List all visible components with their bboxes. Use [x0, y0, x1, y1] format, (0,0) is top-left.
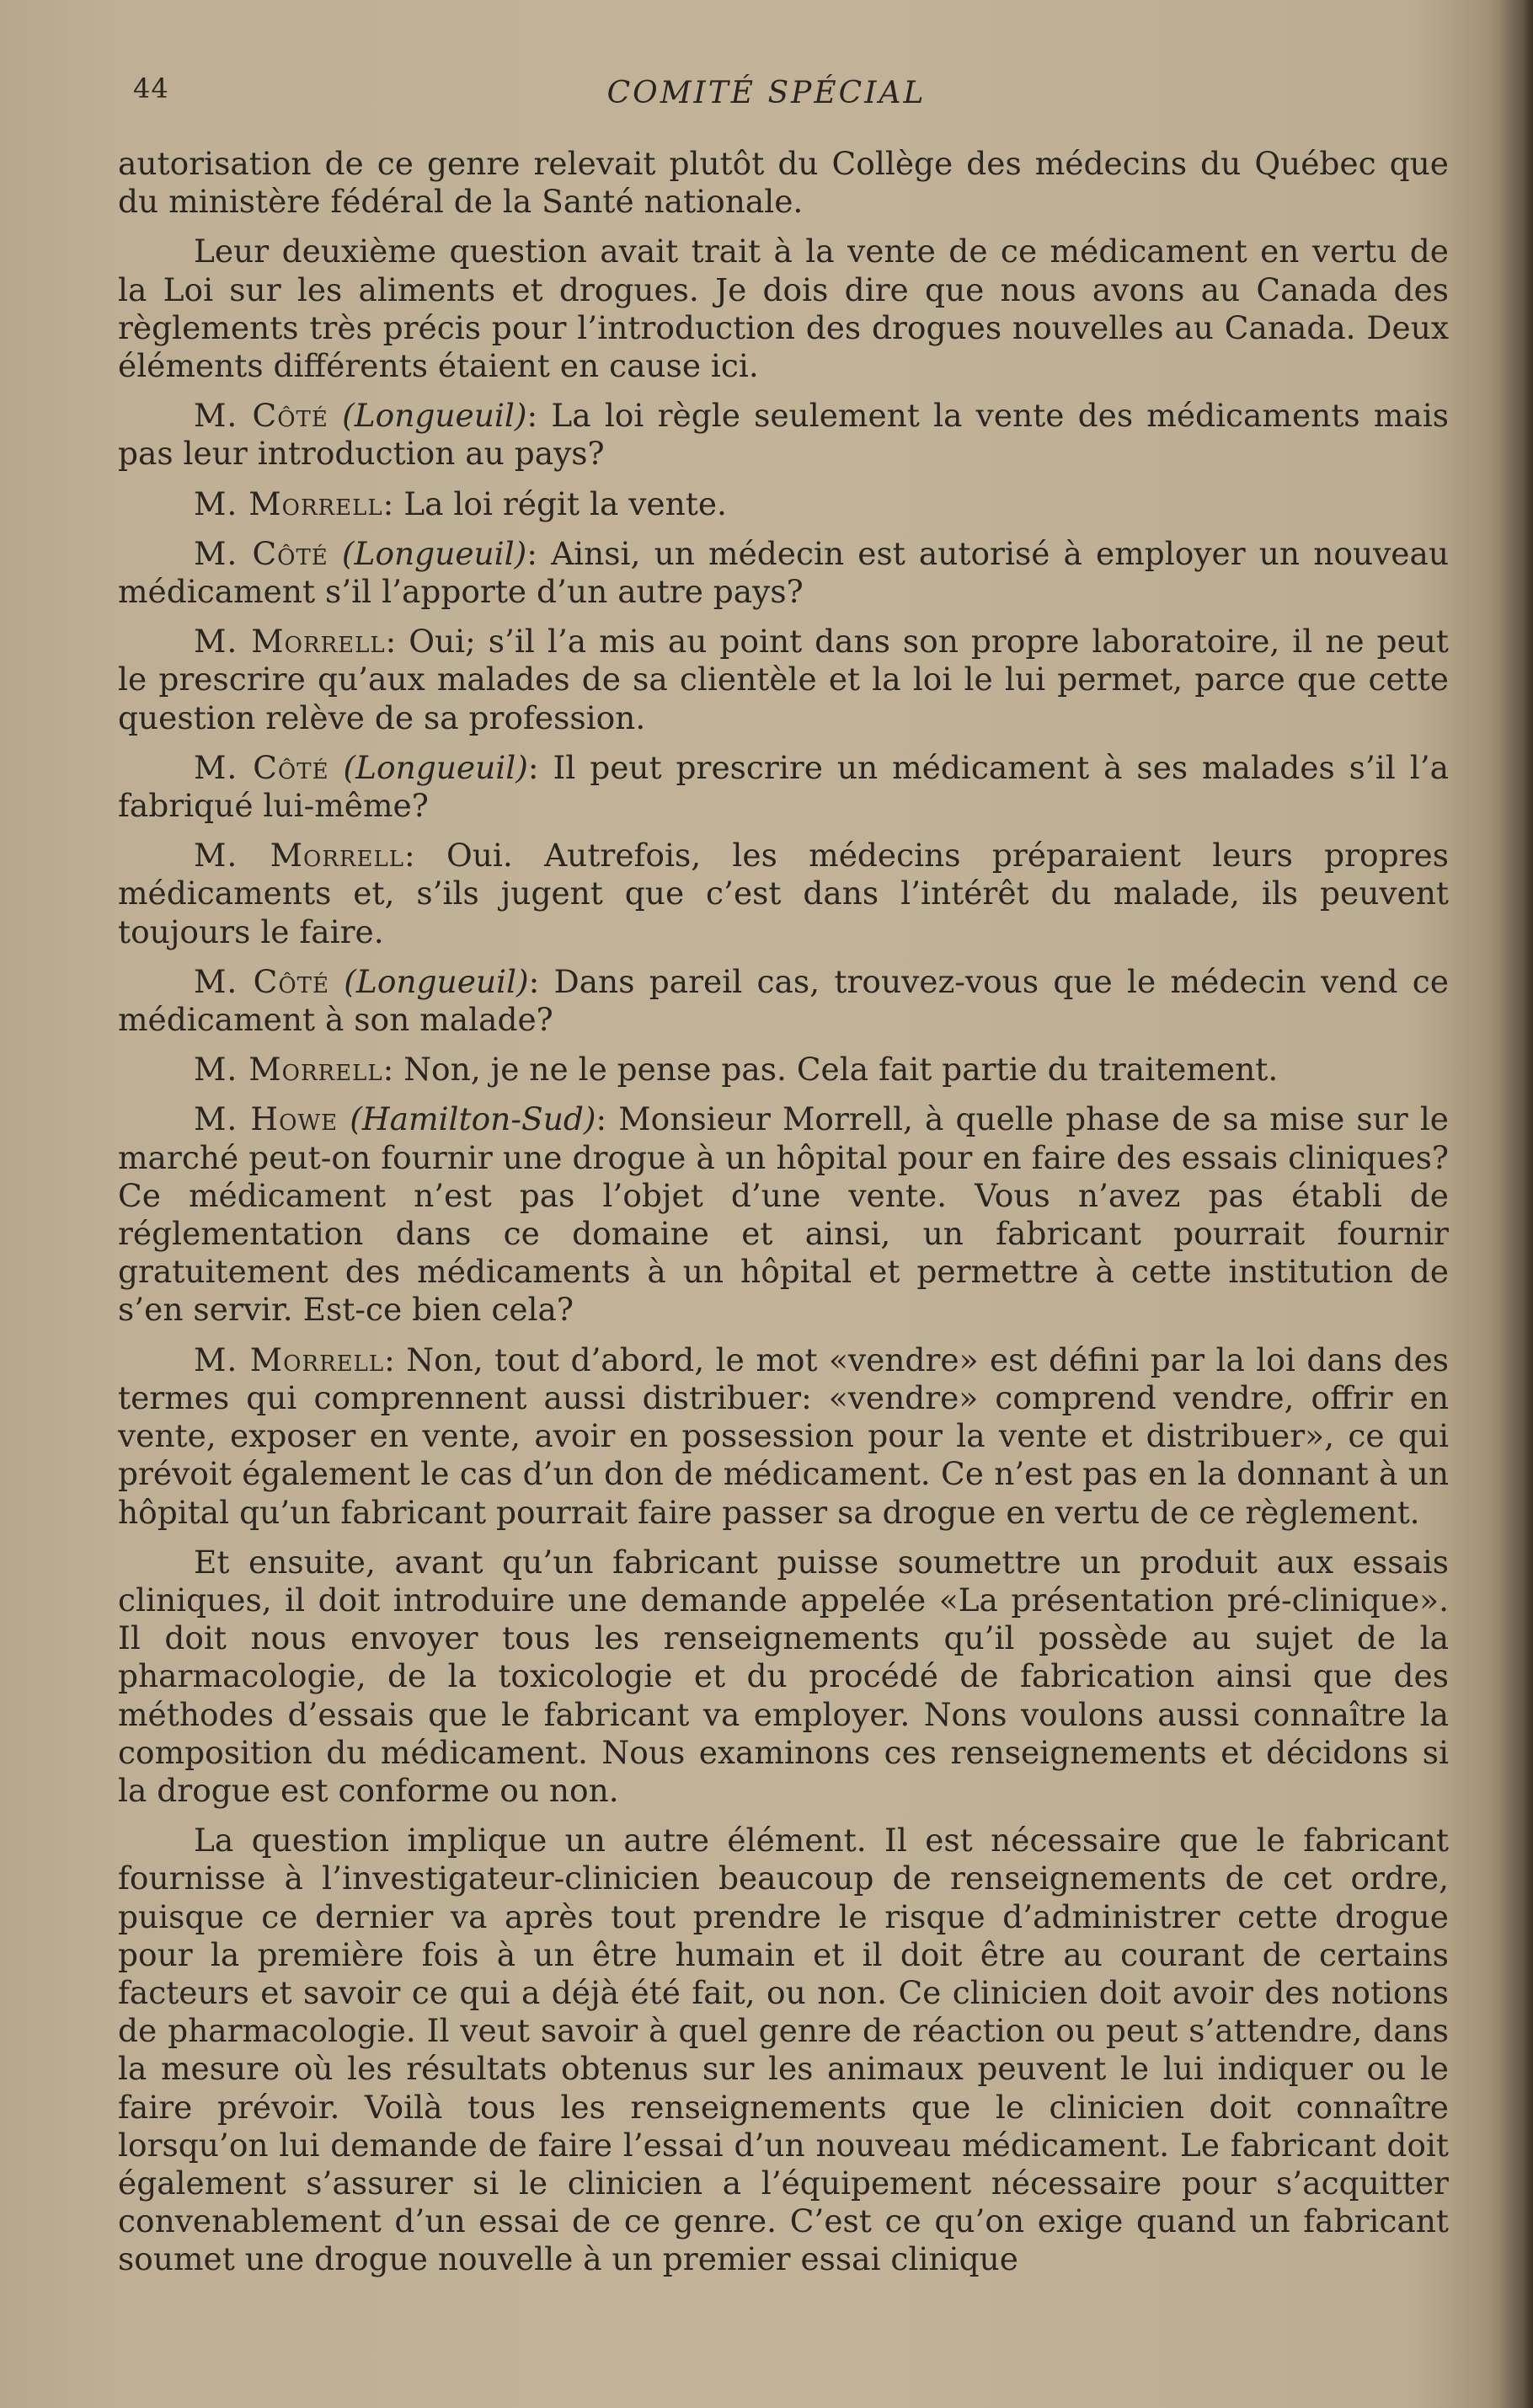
speaker-name: M. Côté: [194, 534, 328, 572]
speaker-name: M. Côté: [194, 397, 328, 435]
speaker-riding: (Longueuil): [344, 962, 529, 1000]
dialogue-text: La loi régit la vente.: [403, 484, 727, 522]
dialogue-text: Monsieur Morrell, à quelle phase de sa mise sur le marché peut-on fournir une drogue à un hôpital pour en faire des essais cliniques? Ce médicament n’est pas l’objet d’une vente. Vous n’avez pas établi de réglementation dans ce domaine et ainsi, un fabricant pourrait fournir gratuitement des médicaments à un hôpital et permettre à cette institution de s’en servir. Est-ce bien cela?: [118, 1100, 1450, 1329]
dialogue-text: Dans pareil cas, trouvez-vous que le médecin vend ce médicament à son malade?: [118, 962, 1449, 1039]
body-text: [118, 145, 1449, 2291]
speaker-name: M. Howe: [194, 1100, 339, 1138]
dialogue-paragraph: M. Côté (Longueuil): La loi règle seulement la vente des médicaments mais pas leur introduction au pays?: [118, 397, 1450, 473]
dialogue-paragraph: M. Morrell: Oui. Autrefois, les médecins préparaient leurs propres médicaments et, s’ils jugent que c’est dans l’intérêt du malade, ils peuvent toujours le faire.: [118, 837, 1449, 950]
paragraph: [118, 145, 1449, 221]
speaker-name: M. Morrell: [194, 623, 386, 661]
paragraph-text: Leur deuxième question avait trait à la vente de ce médicament en vertu de la Loi sur les aliments et drogues. Je dois dire que nous avons au Canada des règlements très précis pour l’introduction des drogues nouvelles au Canada. Deux éléments différents étaient en cause ici.: [118, 233, 1449, 385]
dialogue-paragraph: M. Morrell: Non, je ne le pense pas. Cela fait partie du traitement.: [194, 1051, 1279, 1089]
speaker-riding: (Longueuil): [343, 748, 528, 786]
dialogue-text: Oui; s’il l’a mis au point dans son propre laboratoire, il ne peut le prescrire qu’aux malades de sa clientèle et la loi le lui permet, parce que cette question relève de sa profession.: [118, 623, 1449, 736]
dialogue-paragraph: M. Howe (Hamilton-Sud): Monsieur Morrell, à quelle phase de sa mise sur le marché peut-on fournir une drogue à un hôpital pour en faire des essais cliniques? Ce médicament n’est pas l’objet d’une vente. Vous n’avez pas établi de réglementation dans ce domaine et ainsi, un fabricant pourrait fournir gratuitement des médicaments à un hôpital et permettre à cette institution de s’en servir. Est-ce bien cela?: [118, 1100, 1450, 1329]
speaker-name: M. Morrell: [194, 1051, 383, 1089]
spine-shadow: [1499, 0, 1533, 2408]
paragraph-text: La question implique un autre élément. Il est nécessaire que le fabricant fournisse à l’investigateur-clinicien beaucoup de renseignements de cet ordre, puisque ce dernier va après tout prendre le risque d’administrer cette drogue pour la première fois à un être humain et il doit être au courant de certains facteurs et savoir ce qui a déjà été fait, ou non. Ce clinicien doit avoir des notions de pharmacologie. Il veut savoir à quel genre de réaction ou peut s’attendre, dans la mesure où les résultats obtenus sur les animaux peuvent le lui indiquer ou le faire prévoir. Voilà tous les renseignements que le clinicien doit connaître lorsqu’on lui demande de faire l’essai d’un nouveau médicament. Le fabricant doit également s’assurer si le clinicien a l’équipement nécessaire pour s’acquitter convenablement d’un essai de ce genre. C’est ce qu’on exige quand un fabricant soumet une drogue nouvelle à un premier essai clinique: [118, 1822, 1449, 2278]
paragraph: [118, 1544, 1449, 1810]
dialogue-text: Non, tout d’abord, le mot «vendre» est défini par la loi dans des termes qui comprennent aussi distribuer: «vendre» comprend vendre, offrir en vente, exposer en vente, avoir en possession pour la vente et distribuer», ce qui prévoit également le cas d’un don de médicament. Ce n’est pas en la donnant à un hôpital qu’un fabricant pourrait faire passer sa drogue en vertu de ce règlement.: [118, 1340, 1449, 1531]
dialogue-paragraph: M. Côté (Longueuil): Dans pareil cas, trouvez-vous que le médecin vend ce médicament à son malade?: [118, 962, 1449, 1039]
paragraph-text: autorisation de ce genre relevait plutôt du Collège des médecins du Québec que du ministère fédéral de la Santé nationale.: [118, 145, 1449, 221]
dialogue-paragraph: M. Morrell: Oui; s’il l’a mis au point dans son propre laboratoire, il ne peut le prescrire qu’aux malades de sa clientèle et la loi le lui permet, parce que cette question relève de sa profession.: [118, 623, 1449, 736]
paragraph: [118, 1822, 1449, 2278]
dialogue-paragraph: M. Côté (Longueuil): Il peut prescrire un médicament à ses malades s’il l’a fabriqué lui-même?: [118, 748, 1449, 825]
dialogue-text: Il peut prescrire un médicament à ses malades s’il l’a fabriqué lui-même?: [118, 748, 1449, 825]
dialogue-paragraph: M. Côté (Longueuil): Ainsi, un médecin est autorisé à employer un nouveau médicament s’il l’apporte d’un autre pays?: [118, 534, 1449, 611]
speaker-name: M. Morrell: [194, 484, 383, 522]
speaker-riding: (Longueuil): [341, 534, 527, 572]
paragraph-text: Et ensuite, avant qu’un fabricant puisse soumettre un produit aux essais cliniques, il doit introduire une demande appelée «La présentation pré-clinique». Il doit nous envoyer tous les renseignements qu’il possède au sujet de la pharmacologie, de la toxicologie et du procédé de fabrication ainsi que des méthodes d’essais que le fabricant va employer. Nons voulons aussi connaître la composition du médicament. Nous examinons ces renseignements et décidons si la drogue est conforme ou non.: [118, 1543, 1449, 1809]
dialogue-paragraph: M. Morrell: La loi régit la vente.: [194, 484, 727, 522]
dialogue-text: Non, je ne le pense pas. Cela fait partie du traitement.: [403, 1051, 1279, 1089]
dialogue-text: Oui. Autrefois, les médecins préparaient leurs propres médicaments et, s’ils jugent que c’est dans l’intérêt du malade, ils peuvent toujours le faire.: [118, 837, 1449, 950]
speaker-name: M. Morrell: [194, 1340, 385, 1378]
page-header: [0, 67, 1533, 118]
dialogue-text: Ainsi, un médecin est autorisé à employer un nouveau médicament s’il l’apporte d’un autre pays?: [118, 534, 1449, 611]
dialogue-paragraph: M. Morrell: Non, tout d’abord, le mot «vendre» est défini par la loi dans des termes qui comprennent aussi distribuer: «vendre» comprend vendre, offrir en vente, exposer en vente, avoir en possession pour la vente et distribuer», ce qui prévoit également le cas d’un don de médicament. Ce n’est pas en la donnant à un hôpital qu’un fabricant pourrait faire passer sa drogue en vertu de ce règlement.: [118, 1340, 1449, 1531]
speaker-riding: (Hamilton-Sud): [350, 1100, 596, 1138]
running-head: COMITÉ SPÉCIAL: [606, 76, 927, 110]
page-number: 44: [133, 72, 169, 104]
dialogue-text: La loi règle seulement la vente des médicaments mais pas leur introduction au pays?: [118, 397, 1450, 473]
speaker-riding: (Longueuil): [342, 397, 527, 435]
paragraph: [118, 233, 1449, 385]
speaker-name: M. Morrell: [194, 837, 405, 875]
speaker-name: M. Côté: [194, 748, 329, 786]
speaker-name: M. Côté: [194, 962, 329, 1000]
